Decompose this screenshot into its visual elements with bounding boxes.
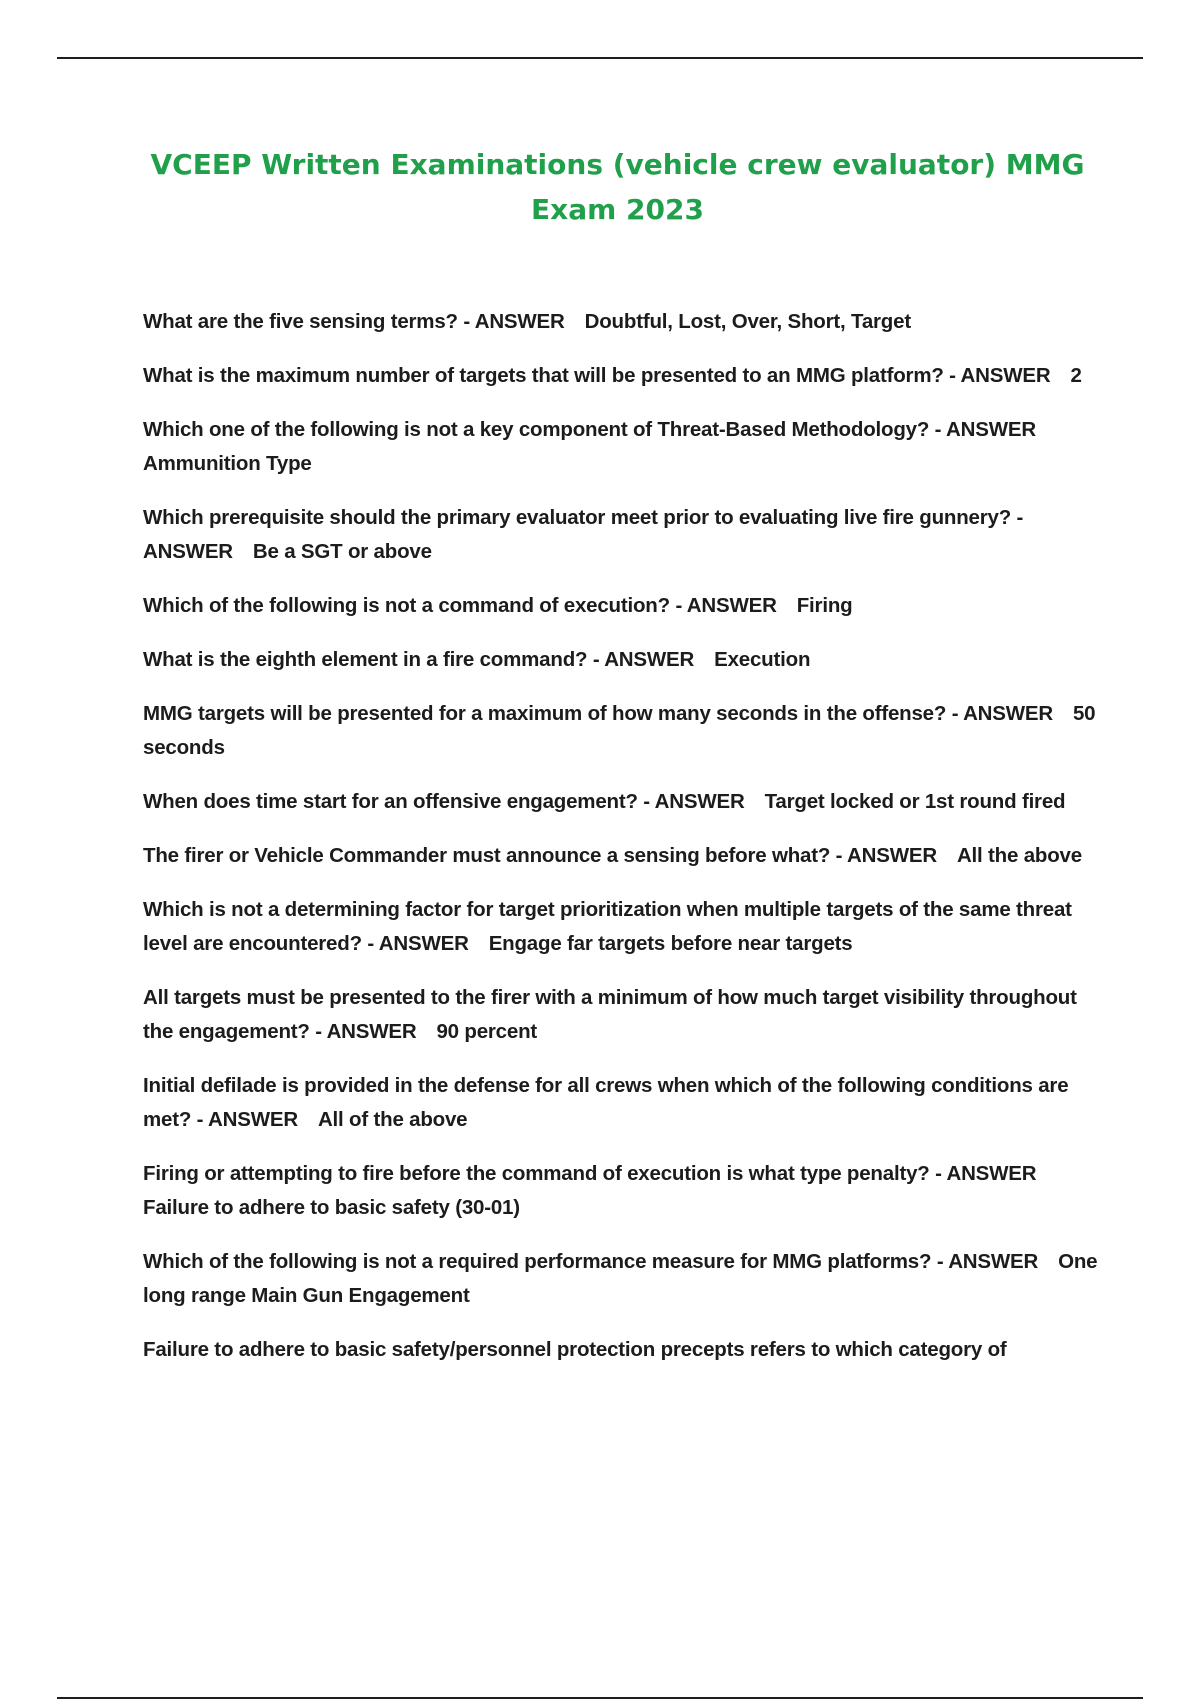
bottom-rule [57,1697,1143,1699]
qa-list [143,305,1103,1387]
qa-item [143,981,1103,1049]
question-text: What is the eighth element in a fire command? - ANSWER [143,648,695,671]
question-text: Which one of the following is not a key component of Threat-Based Methodology? - ANSWER [143,418,1036,441]
question-text: Firing or attempting to fire before the command of execution is what type penalty? - ANSWER [143,1162,1037,1185]
answer-text: Be a SGT or above [252,540,432,563]
question-text: When does time start for an offensive engagement? - ANSWER [143,790,745,813]
answer-text: 90 percent [436,1020,538,1043]
question-text: Which prerequisite should the primary evaluator meet prior to evaluating live fire gunnery? - ANSWER [143,506,1024,563]
question-text: Which of the following is not a required performance measure for MMG platforms? - ANSWER [143,1250,1039,1273]
qa-item [143,1157,1103,1225]
qa-item [143,1333,1103,1367]
answer-text: 50 seconds [143,702,1096,759]
top-rule [57,57,1143,59]
qa-item [143,359,1103,393]
answer-text: Doubtful, Lost, Over, Short, Target [584,310,911,333]
qa-item [143,697,1103,765]
qa-item [143,893,1103,961]
qa-item [143,305,1103,339]
answer-text: Execution [714,648,811,671]
question-text: MMG targets will be presented for a maximum of how many seconds in the offense? - ANSWER [143,702,1053,725]
question-text: What are the five sensing terms? - ANSWER [143,310,565,333]
answer-text: Firing [796,594,853,617]
qa-item [143,1069,1103,1137]
question-text: Which of the following is not a command of execution? - ANSWER [143,594,777,617]
question-text: What is the maximum number of targets that will be presented to an MMG platform? - ANSWER [143,364,1051,387]
qa-item [143,1245,1103,1313]
answer-text: Engage far targets before near targets [488,932,853,955]
question-text: The firer or Vehicle Commander must announce a sensing before what? - ANSWER [143,844,937,867]
answer-text: Failure to adhere to basic safety (30-01) [143,1196,520,1219]
qa-item [143,643,1103,677]
question-text: Which is not a determining factor for target prioritization when multiple targets of the same threat level are encountered? - ANSWER [143,898,1072,955]
answer-text: One long range Main Gun Engagement [143,1250,1098,1307]
answer-text: 2 [1070,364,1082,387]
qa-item [143,413,1103,481]
question-text: Failure to adhere to basic safety/personnel protection precepts refers to which category of [143,1338,1007,1361]
qa-item [143,839,1103,873]
document-title: VCEEP Written Examinations (vehicle crew evaluator) MMG Exam 2023 [150,148,1085,226]
qa-item [143,785,1103,819]
answer-text: All the above [956,844,1082,867]
answer-text: All of the above [317,1108,468,1131]
answer-text: Ammunition Type [143,452,312,475]
question-text: All targets must be presented to the firer with a minimum of how much target visibility throughout the engagement? - ANSWER [143,986,1077,1043]
qa-item [143,589,1103,623]
question-text: Initial defilade is provided in the defense for all crews when which of the following conditions are met? - ANSWER [143,1074,1069,1131]
answer-text: Target locked or 1st round fired [764,790,1066,813]
qa-item [143,501,1103,569]
